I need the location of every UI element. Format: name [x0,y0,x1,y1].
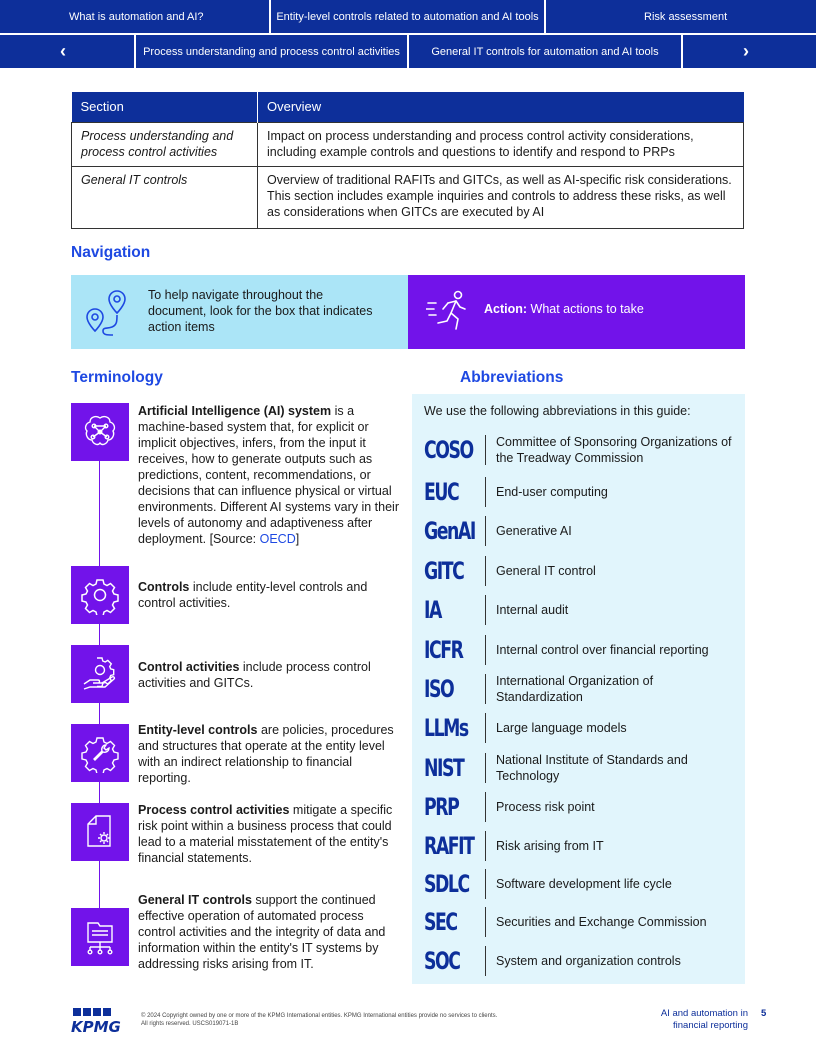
abbreviation-divider [485,635,486,665]
abbreviation-row [412,789,745,825]
chevron-left-icon: ‹ [60,41,66,61]
abbreviation-row [412,904,745,940]
term-control-activities [138,659,400,691]
term-icon-controls [71,566,129,624]
term-title: Artificial Intelligence (AI) system [138,404,332,418]
server-network-icon [80,917,120,957]
abbreviation-divider [485,753,486,783]
table-cell-overview: Impact on process understanding and process control activity considerations, including example controls and questions to identify and respond to PRPs [258,122,744,166]
abbreviation-definition: Software development life cycle [496,877,672,891]
abbreviation-definition: General IT control [496,564,596,578]
abbreviation-row [412,474,745,510]
abbreviation-code: GenAI [424,517,475,545]
copyright-line-2: All rights reserved. USCS019071-1B [141,1021,239,1027]
table-cell-section: Process understanding and process control activities [72,122,258,166]
abbreviation-definition: Securities and Exchange Commission [496,915,707,929]
abbreviation-divider [485,516,486,546]
term-icon-entity-level-controls [71,724,129,782]
abbreviation-code: NIST [424,754,464,782]
abbreviation-divider [485,713,486,743]
next-page-button[interactable] [683,35,816,68]
action-box-text [484,302,644,316]
brain-network-icon [80,412,120,452]
action-label: Action: [484,302,528,316]
abbreviation-definition: Risk arising from IT [496,839,604,853]
kpmg-logo-text: KPMG [71,1018,121,1034]
abbreviation-definition: System and organization controls [496,954,681,968]
term-entity-level-controls [138,722,400,786]
abbreviation-definition: Committee of Sponsoring Organizations of the Treadway Commission [496,435,732,465]
term-title: Control activities [138,660,240,674]
copyright-line-1: © 2024 Copyright owned by one or more of the KPMG International entities. KPMG International entities provide no services to clients. [141,1013,498,1019]
wrench-gear-icon [80,733,120,773]
action-description: What actions to take [527,302,644,316]
abbreviations-panel [412,394,745,984]
abbreviation-divider [485,435,486,465]
footer-document-title [640,1008,748,1032]
abbreviation-row [412,592,745,628]
abbreviation-code: PRP [424,793,459,821]
abbreviation-divider [485,792,486,822]
abbreviation-definition: Internal audit [496,603,569,617]
abbreviation-row [412,513,745,549]
footer-title-line-2: financial reporting [673,1020,748,1031]
abbreviation-row [412,710,745,746]
term-definition: is a machine-based system that, for explicit or implicit objectives, infers, from the input it receives, how to generate outputs such as predictions, content, recommendations, or decisions that can influence physical or virtual environments. Different AI systems vary in their levels of autonomy and adaptiveness after deployment. [Source: [138,404,399,546]
running-person-icon [426,289,470,333]
nav-tab-general-it-controls[interactable]: General IT controls for automation and AI tools [409,35,681,68]
abbreviation-code: COSO [424,436,473,464]
term-general-it-controls [138,892,400,972]
abbreviation-definition: Process risk point [496,800,595,814]
abbreviation-row [412,432,745,468]
abbreviation-row [412,943,745,979]
abbreviation-divider [485,595,486,625]
action-box [408,275,745,349]
gear-icon [80,575,120,615]
abbreviation-code: ICFR [424,636,463,664]
term-definition: include process control activities and GITCs. [138,660,371,690]
table-header-section: Section [72,92,258,122]
term-title: Process control activities [138,803,290,817]
table-row [72,166,744,228]
nav-tab-process-understanding[interactable]: Process understanding and process control activities [136,35,407,68]
abbreviation-divider [485,946,486,976]
navigation-hint-text: To help navigate throughout the document, look for the box that indicates action items [148,288,373,334]
abbreviation-code: LLMs [424,714,468,742]
kpmg-logo [71,1008,125,1034]
footer-copyright [141,1012,561,1028]
abbreviation-divider [485,869,486,899]
table-header-row [72,92,744,122]
oecd-link[interactable]: OECD [259,532,296,546]
hand-gear-icon [80,654,120,694]
terminology-heading: Terminology [71,369,163,386]
navigation-hint-box [71,275,408,349]
chevron-right-icon: › [743,41,749,61]
abbreviation-definition: National Institute of Standards and Technology [496,753,688,783]
term-definition: are policies, procedures and structures that operate at the entity level with an indirect relationship to financial reporting. [138,723,394,785]
top-nav-row-2 [0,35,816,68]
term-controls [138,579,400,611]
abbreviation-row [412,828,745,864]
navigation-heading: Navigation [71,244,151,261]
term-ai-system [138,403,400,547]
term-icon-general-it-controls [71,908,129,966]
table-cell-overview: Overview of traditional RAFITs and GITCs, as well as AI-specific risk considerations. This section includes example inquiries and controls to address these risks, as well as considerations when GITCs are executed by AI [258,166,744,228]
abbreviation-definition: Generative AI [496,524,572,538]
table-cell-section: General IT controls [72,166,258,228]
term-icon-control-activities [71,645,129,703]
abbreviation-code: ISO [424,675,454,703]
abbreviation-code: GITC [424,557,464,585]
term-definition: include entity-level controls and control activities. [138,580,368,610]
term-title: Entity-level controls [138,723,258,737]
term-process-control-activities [138,802,400,866]
term-definition: mitigate a specific risk point within a business process that could lead to a material misstatement of the entity's financial statements. [138,803,393,865]
term-suffix: ] [295,532,300,546]
abbreviation-definition: Internal control over financial reporting [496,643,709,657]
location-pin-icon [81,287,133,339]
abbreviation-code: SOC [424,947,460,975]
abbreviation-definition: International Organization of Standardization [496,674,654,704]
prev-page-button[interactable] [0,35,134,68]
page-number: 5 [761,1008,767,1019]
abbreviation-definition: End-user computing [496,485,608,499]
nav-tab-entity-level-controls[interactable]: Entity-level controls related to automation and AI tools [271,0,544,33]
section-overview-table [71,92,744,229]
abbreviation-divider [485,907,486,937]
abbreviation-definition: Large language models [496,721,627,735]
abbreviation-row [412,866,745,902]
abbreviation-row [412,553,745,589]
top-nav-row-1 [0,0,816,33]
abbreviation-code: EUC [424,478,459,506]
term-title: Controls [138,580,190,594]
abbreviation-code: RAFIT [424,832,474,860]
abbreviation-divider [485,831,486,861]
abbreviations-heading: Abbreviations [460,369,564,386]
abbreviation-divider [485,674,486,704]
abbreviation-divider [485,556,486,586]
term-title: General IT controls [138,893,252,907]
abbreviation-row [412,750,745,786]
document-gear-icon [80,812,120,852]
abbreviation-row [412,671,745,707]
nav-tab-risk-assessment[interactable]: Risk assessment [546,0,816,33]
abbreviations-intro: We use the following abbreviations in this guide: [424,404,691,418]
abbreviation-divider [485,477,486,507]
term-icon-process-control-activities [71,803,129,861]
nav-tab-what-is-automation[interactable]: What is automation and AI? [0,0,269,33]
table-header-overview: Overview [258,92,744,122]
abbreviation-code: IA [424,596,441,624]
term-icon-ai-system [71,403,129,461]
abbreviation-row [412,632,745,668]
abbreviation-code: SEC [424,908,457,936]
abbreviation-code: SDLC [424,870,469,898]
term-definition: support the continued effective operation of automated process control activities and the integrity of data and information within the entity's IT systems by addressing risks arising from IT. [138,893,386,971]
table-row [72,122,744,166]
footer-title-line-1: AI and automation in [660,1008,748,1019]
